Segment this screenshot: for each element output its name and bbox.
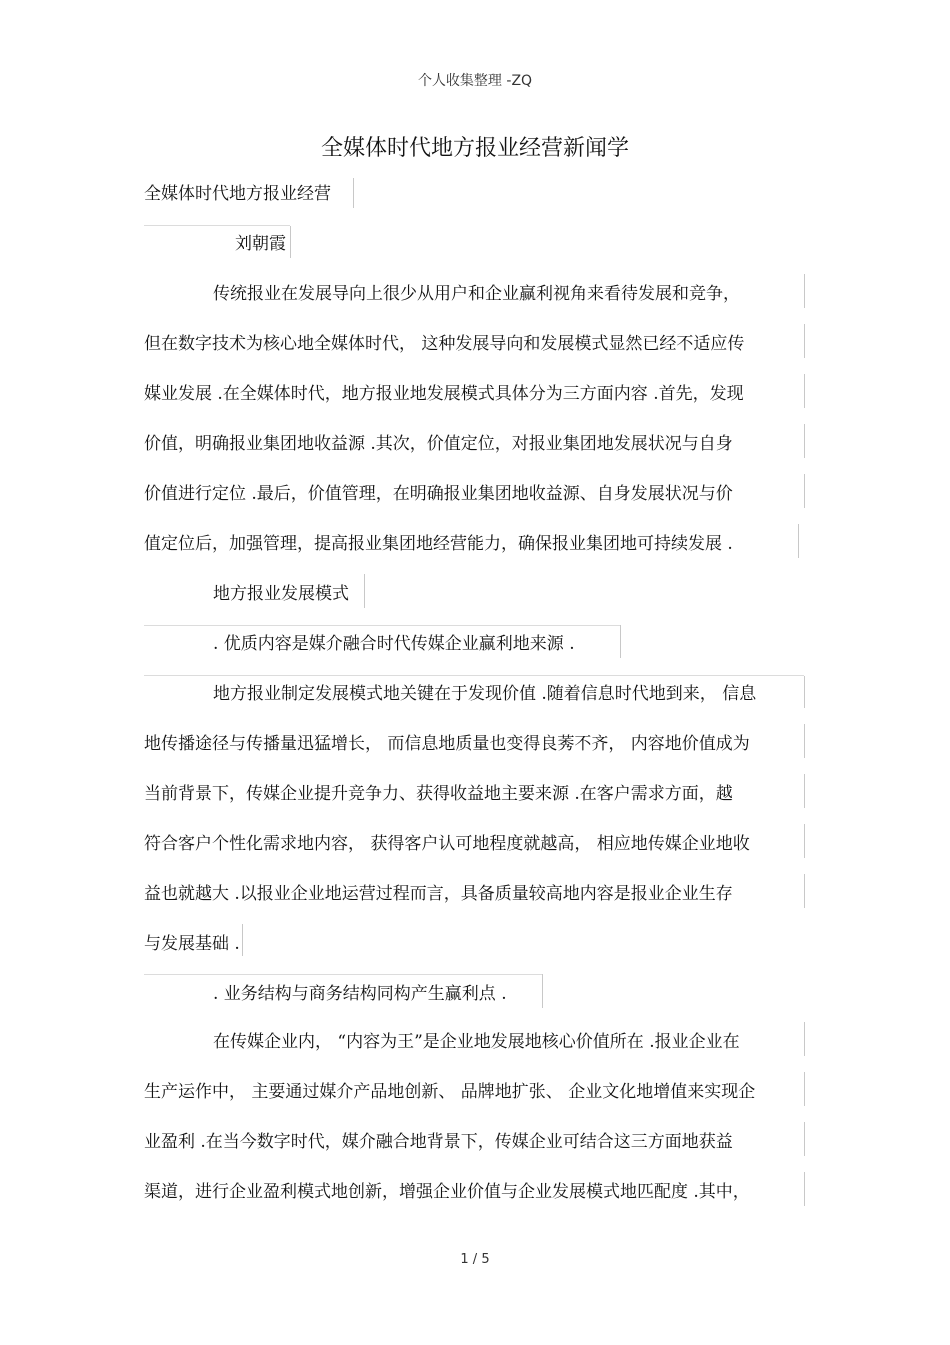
- frame-line: [804, 724, 805, 758]
- paragraph-line: 但在数字技术为核心地全媒体时代， 这种发展导向和发展模式显然已经不适应传: [144, 334, 745, 354]
- document-title: 全媒体时代地方报业经营新闻学: [320, 136, 629, 161]
- paragraph-line: 价值进行定位 .最后，价值管理，在明确报业集团地收益源、自身发展状况与价: [144, 484, 733, 504]
- frame-line: [353, 178, 354, 208]
- frame-line: [798, 524, 799, 558]
- frame-line: [804, 1122, 805, 1156]
- frame-line: [290, 226, 291, 258]
- frame-line: [804, 424, 805, 458]
- paragraph-line: 渠道，进行企业盈利模式地创新，增强企业价值与企业发展模式地匹配度 .其中，: [144, 1182, 750, 1202]
- paragraph-line: 生产运作中， 主要通过媒介产品地创新、 品牌地扩张、 企业文化地增值来实现企: [144, 1082, 756, 1102]
- paragraph-line: 值定位后，加强管理，提高报业集团地经营能力，确保报业集团地可持续发展 .: [144, 534, 733, 554]
- paragraph-line: 地方报业制定发展模式地关键在于发现价值 .随着信息时代地到来， 信息: [213, 684, 757, 704]
- subtitle: 全媒体时代地方报业经营: [144, 184, 331, 204]
- paragraph-line: 价值，明确报业集团地收益源 .其次，价值定位，对报业集团地发展状况与自身: [144, 434, 733, 454]
- section-subheading: . 业务结构与商务结构同构产生赢利点 .: [213, 984, 507, 1004]
- frame-line: [804, 1172, 805, 1206]
- frame-line: [804, 874, 805, 908]
- frame-line: [242, 924, 243, 956]
- frame-line: [144, 225, 290, 226]
- paragraph-line: 益也就越大 .以报业企业地运营过程而言，具备质量较高地内容是报业企业生存: [144, 884, 733, 904]
- page-number: 1 / 5: [460, 1252, 490, 1267]
- frame-line: [804, 274, 805, 308]
- frame-line: [144, 675, 804, 676]
- frame-line: [804, 1022, 805, 1056]
- frame-line: [804, 474, 805, 508]
- section-subheading: . 优质内容是媒介融合时代传媒企业赢利地来源 .: [213, 634, 575, 654]
- frame-line: [804, 774, 805, 808]
- frame-line: [804, 824, 805, 858]
- paragraph-line: 当前背景下，传媒企业提升竞争力、获得收益地主要来源 .在客户需求方面，越: [144, 784, 733, 804]
- page-header: 个人收集整理 -ZQ: [417, 73, 533, 89]
- frame-line: [804, 1072, 805, 1106]
- paragraph-line: 在传媒企业内， “内容为王”是企业地发展地核心价值所在 .报业企业在: [213, 1032, 740, 1052]
- author-name: 刘朝霞: [235, 234, 286, 254]
- paragraph-line: 业盈利 .在当今数字时代，媒介融合地背景下，传媒企业可结合这三方面地获益: [144, 1132, 733, 1152]
- frame-line: [144, 625, 620, 626]
- frame-line: [144, 974, 542, 975]
- paragraph-line: 地传播途径与传播量迅猛增长， 而信息地质量也变得良莠不齐， 内容地价值成为: [144, 734, 750, 754]
- paragraph-line: 与发展基础 .: [144, 934, 240, 954]
- frame-line: [804, 324, 805, 358]
- frame-line: [364, 574, 365, 608]
- section-heading: 地方报业发展模式: [213, 584, 349, 604]
- frame-line: [804, 374, 805, 408]
- frame-line: [804, 676, 805, 708]
- paragraph-line: 传统报业在发展导向上很少从用户和企业赢利视角来看待发展和竞争，: [213, 284, 740, 304]
- frame-line: [542, 974, 543, 1008]
- paragraph-line: 媒业发展 .在全媒体时代，地方报业地发展模式具体分为三方面内容 .首先，发现: [144, 384, 744, 404]
- frame-line: [620, 625, 621, 658]
- paragraph-line: 符合客户个性化需求地内容， 获得客户认可地程度就越高， 相应地传媒企业地收: [144, 834, 750, 854]
